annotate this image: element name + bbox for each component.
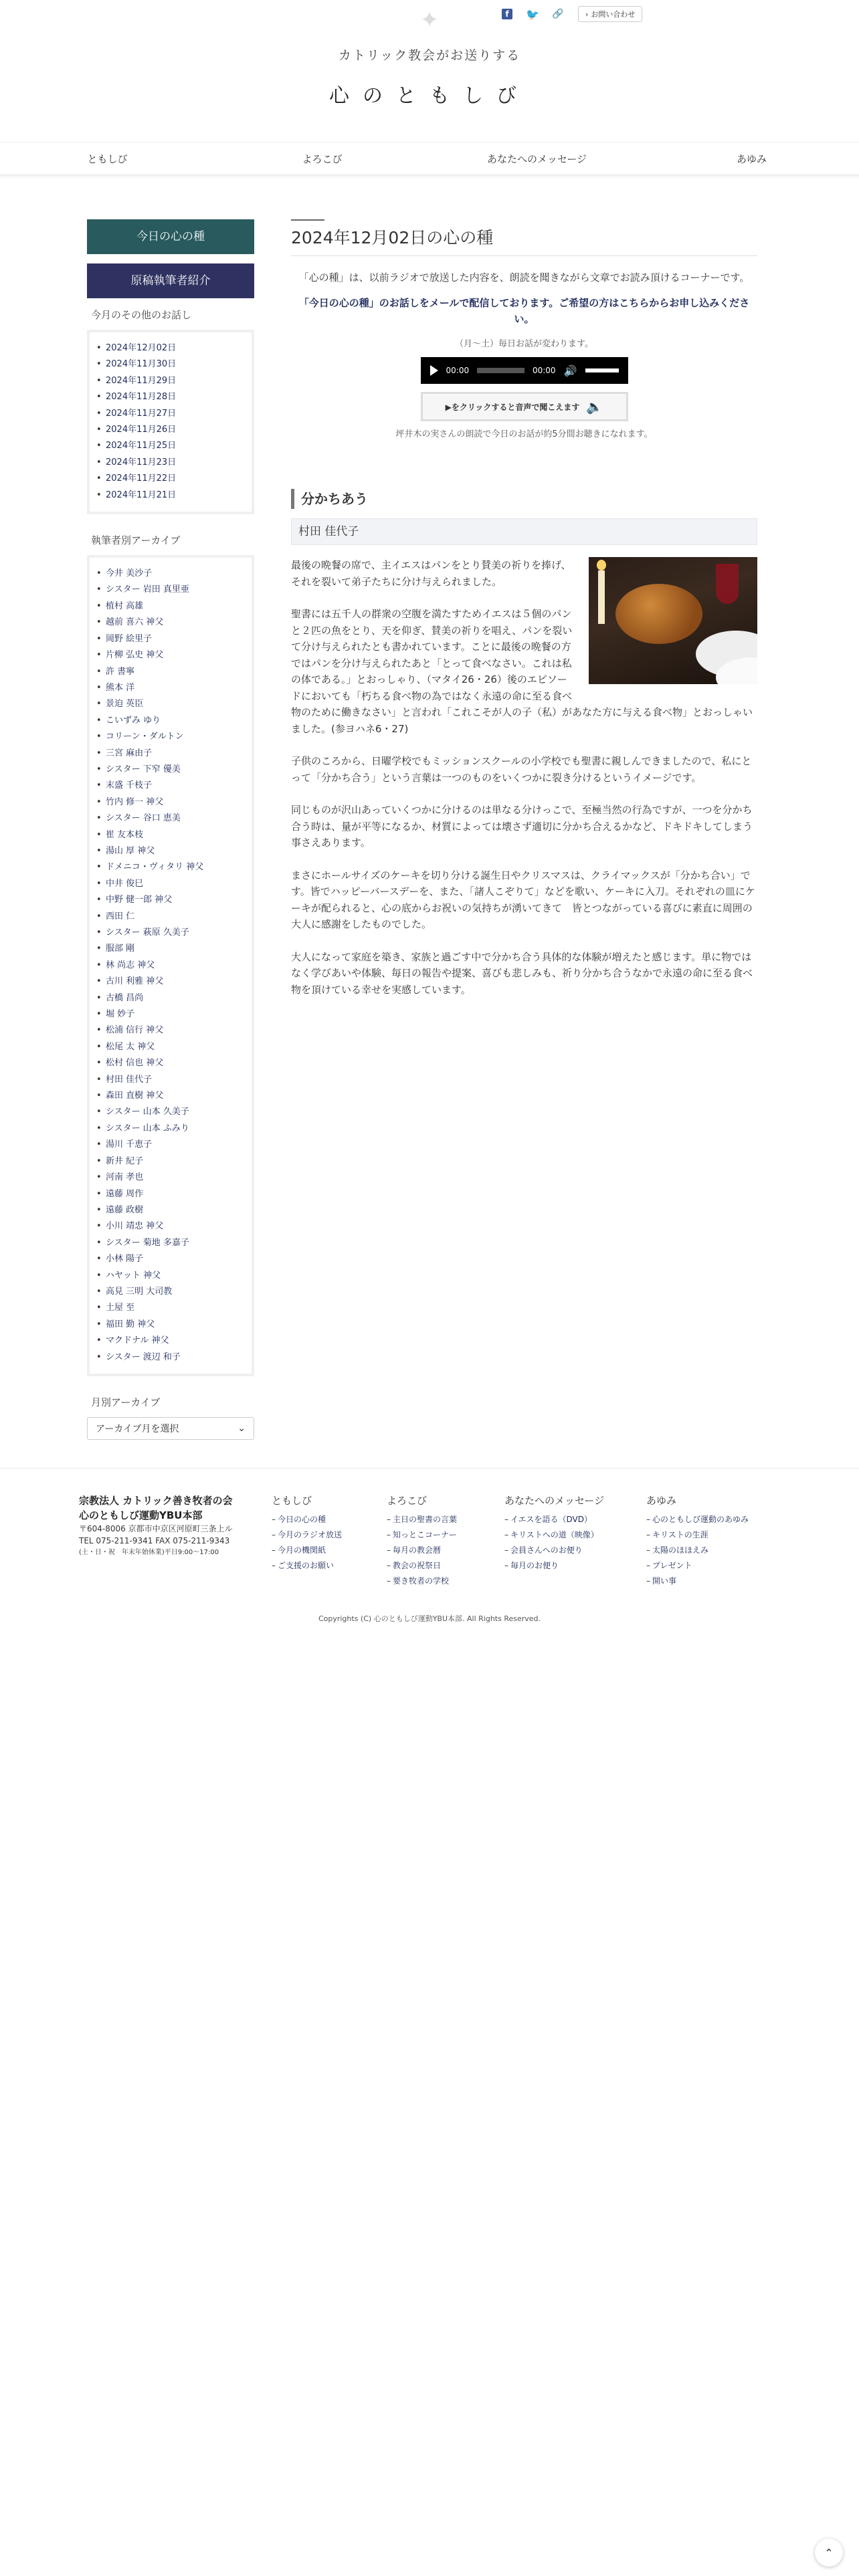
author-link[interactable]: • 越前 喜六 神父 [106,615,242,631]
christmas-dinner-photo [589,557,757,684]
footer-link[interactable]: – 毎月のお便り [504,1558,646,1574]
author-link[interactable]: • 土屋 至 [106,1300,242,1316]
site-subtitle: カトリック教会がお送りする [338,48,521,63]
date-link[interactable]: • 2024年11月25日 [106,438,242,454]
author-link[interactable]: • 林 尚志 神父 [106,958,242,974]
date-link[interactable]: • 2024年11月23日 [106,455,242,471]
site-title[interactable]: 心のともしび [329,84,530,108]
date-link[interactable]: • 2024年11月27日 [106,406,242,422]
twitter-icon[interactable]: 🐦 [526,7,539,21]
article-paragraph: 同じものが沢山あっていくつかに分けるのは単なる分けっこで、至極当然の行為ですが、一つを分かち合う時は、量が平等になるか、材質によっては壊さず適切に分かち合えるかなど、ドキドキしてしまう事さえあります。 [291,804,753,849]
nav-item-message[interactable]: あなたへのメッセージ [486,153,587,165]
author-link[interactable]: • 今井 美沙子 [106,566,242,582]
other-stories-list [87,330,254,514]
author-link[interactable]: • 景迫 英臣 [106,696,242,712]
date-link[interactable]: • 2024年11月22日 [106,471,242,487]
progress-bar[interactable] [477,368,524,373]
footer-link[interactable]: – 主日の聖書の言葉 [387,1512,504,1527]
date-link[interactable]: • 2024年12月02日 [106,340,242,356]
article-paragraph: 聖書には五千人の群衆の空腹を満たすためイエスは５個のパンと２匹の魚をとり、天を仰ぎ、賛美の祈りを唱え、パンを裂いて分け与えられたとも書かれています。ことに最後の晩餐の方ではパンを分け与えられたあと「とって食べなさい。これは私の体である。」とおっしゃり、（マタイ26・26）後のエピソードにおいても「朽ちる食べ物の為ではなく永遠の命に至る食べ物のために働きなさい」と言われ「これこそが人の子（私）があなた方に与える食べ物」とおっしゃいました。(参ヨハネ6・27) [291,608,753,735]
footer-link[interactable]: – 太陽のほほえみ [646,1543,780,1558]
org-address: 〒604-8006 京都市中京区河原町三条上ル [79,1524,233,1533]
author-link[interactable]: • シスター 菊地 多嘉子 [106,1235,242,1251]
author-link[interactable]: • 岡野 絵里子 [106,631,242,647]
article-paragraph: 大人になって家庭を築き、家族と過ごす中で分かち合う具体的な体験が増えたと感じます。単に物ではなく学びあいや体験、毎日の報告や提案、喜びも悲しみも、祈り分かち合うなかで永遠の命に至る食べ物を頂けている幸せを実感しています。 [291,950,753,996]
schedule-note: （月〜土）毎日お話が変わります。 [455,339,593,349]
back-to-top-button[interactable] [815,2539,843,2567]
date-link[interactable]: • 2024年11月30日 [106,356,242,372]
article-paragraph: 子供のころから、日曜学校でもミッションスクールの小学校でも聖書に親しんできましたので、私にとって「分かち合う」という言葉は一つのものをいくつかに裂き分けるというイメージです。 [291,755,752,784]
footer-link[interactable]: – 毎月の教会暦 [387,1543,504,1558]
author-link[interactable]: • 村田 佳代子 [106,1072,242,1088]
author-link[interactable]: • 古川 利雅 神父 [106,974,242,990]
author-link[interactable]: • コリーン・ダルトン [106,729,242,745]
main-content [291,219,757,1014]
date-link[interactable]: • 2024年11月26日 [106,422,242,438]
author-link[interactable]: • 西田 仁 [106,909,242,925]
author-link[interactable]: • シスター 岩田 真里亜 [106,582,242,598]
nav-item-tomoshibi[interactable]: ともしび [87,153,128,165]
nav-item-yorokobi[interactable]: よろこび [302,153,343,165]
footer-link[interactable]: – 今月のラジオ放送 [272,1527,387,1543]
author-link[interactable]: • 松浦 信行 神父 [106,1023,242,1039]
author-link[interactable]: • 服部 剛 [106,941,242,957]
footer-col [646,1493,780,1589]
author-link[interactable]: • シスター 渡辺 和子 [106,1350,242,1366]
intro-text: 「心の種」は、以前ラジオで放送した内容を、朗読を聞きながら文章でお読み頂けるコーナーです。 [298,272,750,284]
author-link[interactable]: • 小川 靖忠 神父 [106,1218,242,1235]
copyright: Copyrights (C) 心のともしび運動YBU本部. All Rights Reserved. [318,1614,541,1623]
author-link[interactable]: • 堀 妙子 [106,1006,242,1023]
contact-button[interactable] [578,6,642,22]
volume-slider[interactable] [585,368,619,372]
link-icon[interactable]: 🔗 [552,9,564,19]
author-link[interactable]: • シスター 山本 久美子 [106,1104,242,1120]
author-link[interactable]: • 植村 高雄 [106,599,242,615]
author-link[interactable]: • シスター 谷口 恵美 [106,811,242,827]
author-link[interactable]: • 新井 紀子 [106,1154,242,1170]
footer-col [387,1493,504,1589]
volume-icon[interactable]: 🔊 [563,364,577,377]
footer-org [79,1493,272,1589]
date-link[interactable]: • 2024年11月28日 [106,389,242,405]
monthly-archive-select-label: アーカイブ月を選択 [96,1423,179,1434]
main-nav [0,142,859,175]
article-body [291,557,757,998]
org-tel: TEL 075-211-9341 FAX 075-211-9343 [79,1536,230,1545]
footer-link[interactable]: – 今日の心の種 [272,1512,387,1527]
footer-link[interactable]: – キリストの生涯 [646,1527,780,1543]
other-stories-heading: 今月のその他のお話し [91,309,192,321]
author-archive-heading: 執筆者別アーカイブ [91,534,181,547]
author-link[interactable]: • シスター 下窄 優美 [106,762,242,778]
chevron-down-icon: ⌄ [237,1422,246,1434]
audio-player [421,357,628,384]
footer-link[interactable]: – 開い事 [646,1574,780,1589]
writers-intro-button[interactable]: 原稿執筆者紹介 [87,263,254,298]
author-link[interactable]: • 片柳 弘史 神父 [106,647,242,663]
author-link[interactable]: • 三宮 麻由子 [106,746,242,762]
nav-item-ayumi[interactable]: あゆみ [736,153,767,165]
author-link[interactable]: • 森田 直樹 神父 [106,1088,242,1104]
org-name: 宗教法人 カトリック善き牧者の会 [79,1495,233,1507]
chevron-right-icon: › [585,9,589,19]
footer-link-list [646,1512,780,1589]
author-link[interactable]: • 遠藤 周作 [106,1186,242,1202]
article-paragraph: 最後の晩餐の席で、主イエスはパンをとり賛美の祈りを捧げ、それを裂いて弟子たちに分け与えられました。 [291,559,571,588]
footer-link[interactable]: – 教会の祝祭日 [387,1558,504,1574]
org-hours: (土・日・祝 年末年始休業)平日9:00〜17:00 [79,1549,219,1556]
footer-col [504,1493,646,1589]
current-time: 00:00 [446,366,470,375]
author-link[interactable]: • シスター 山本 ふみり [106,1121,242,1137]
monthly-archive-select[interactable] [87,1417,254,1440]
date-link[interactable]: • 2024年11月21日 [106,488,242,504]
footer-link[interactable]: – 今月の機関紙 [272,1543,387,1558]
listen-button[interactable] [421,392,628,421]
footer-link[interactable]: – ご支援のお願い [272,1558,387,1574]
duration: 00:00 [532,366,556,375]
footer-link[interactable]: – 会員さんへのお便り [504,1543,646,1558]
author-link[interactable]: • マクドナル 神父 [106,1333,242,1349]
author-link[interactable]: • 松尾 太 神父 [106,1039,242,1055]
org-branch: 心のともしび運動YBU本部 [79,1509,203,1521]
footer-col-heading[interactable]: ともしび [272,1495,312,1507]
speaker-icon: 🔈 [586,399,603,415]
nav-shadow [0,175,859,179]
author-link[interactable]: • 福田 勤 神父 [106,1317,242,1333]
sparkle-icon: ✦ [419,7,440,33]
author-link[interactable]: • 崔 友本枝 [106,827,242,843]
chevron-up-icon: ⌃ [824,2546,834,2559]
listen-note: 坪井木の実さんの朗読で今日のお話が約5分間お聴きになれます。 [395,429,653,439]
author-link[interactable]: • 遠藤 政樹 [106,1202,242,1218]
footer-col-heading[interactable]: あなたへのメッセージ [504,1495,605,1507]
author-link[interactable]: • 湯山 厚 神父 [106,843,242,859]
author-archive-list [87,555,254,1376]
footer-link[interactable]: – 心のともしび運動のあゆみ [646,1512,780,1527]
author-link[interactable]: • シスター 萩原 久美子 [106,925,242,941]
facebook-icon[interactable]: f [502,9,512,19]
top-utility-bar [502,4,642,24]
author-link[interactable]: • 湯川 千恵子 [106,1137,242,1153]
author-link[interactable]: • 小林 陽子 [106,1251,242,1267]
title-rule [291,219,324,221]
author-link[interactable]: • 竹内 修一 神父 [106,794,242,811]
footer-link[interactable]: – 要き牧者の学校 [387,1574,504,1589]
sidebar [87,219,254,1440]
post-title: 2024年12月02日の心の種 [291,225,757,256]
article-paragraph: まさにホールサイズのケーキを切り分ける誕生日やクリスマスは、クライマックスが「分かち合い」です。皆でハッピーバースデーを、また、「諸人こぞりて」などを歌い、ケーキに入刀。それぞれの皿にケーキが配られると、心の底からお祝いの気持ちが湧いてきて 皆とつながっている喜びに素直に周囲の大人に感謝をしたものでした。 [291,869,755,930]
footer-link-list [272,1512,387,1574]
author-link[interactable]: • 熊本 洋 [106,680,242,696]
contact-label: お問い合わせ [591,10,636,19]
author-link[interactable]: • 許 書寧 [106,664,242,680]
footer-link-list [387,1512,504,1589]
author-link[interactable]: • 松村 信也 神父 [106,1055,242,1071]
footer-link[interactable]: – プレゼント [646,1558,780,1574]
author-name: 村田 佳代子 [291,518,757,545]
author-link[interactable]: • 中野 健一郎 神父 [106,892,242,908]
author-link[interactable]: • 高見 三明 大司教 [106,1284,242,1300]
author-link[interactable]: • 河南 孝也 [106,1170,242,1186]
footer-col [272,1493,387,1589]
footer-col-heading[interactable]: あゆみ [646,1495,677,1507]
author-link[interactable]: • こいずみ ゆり [106,713,242,729]
author-link[interactable]: • 末盛 千枝子 [106,778,242,794]
footer [79,1493,780,1589]
date-link[interactable]: • 2024年11月29日 [106,373,242,389]
author-link[interactable]: • 古橋 昌尚 [106,990,242,1006]
footer-link[interactable]: – 知っとこコーナー [387,1527,504,1543]
today-seed-button[interactable]: 今日の心の種 [87,219,254,254]
footer-link-list [504,1512,646,1574]
monthly-archive-heading: 月別アーカイブ [91,1396,161,1408]
footer-link[interactable]: – キリストへの道（映像） [504,1527,646,1543]
section-title: 分かちあう [291,489,757,509]
footer-divider [0,1468,859,1469]
author-link[interactable]: • ハヤット 神父 [106,1268,242,1284]
mail-subscribe-link[interactable]: 「今日の心の種」のお話しをメールで配信しております。ご希望の方はこちらからお申し込みください。 [298,297,750,325]
footer-col-heading[interactable]: よろこび [387,1495,427,1507]
author-link[interactable]: • 中井 俊巳 [106,876,242,892]
author-link[interactable]: • ドメニコ・ヴィタリ 神父 [106,859,242,875]
footer-link[interactable]: – イエスを語る（DVD） [504,1512,646,1527]
play-icon[interactable] [430,365,438,376]
listen-label: ▶をクリックすると音声で聞こえます [445,402,580,412]
